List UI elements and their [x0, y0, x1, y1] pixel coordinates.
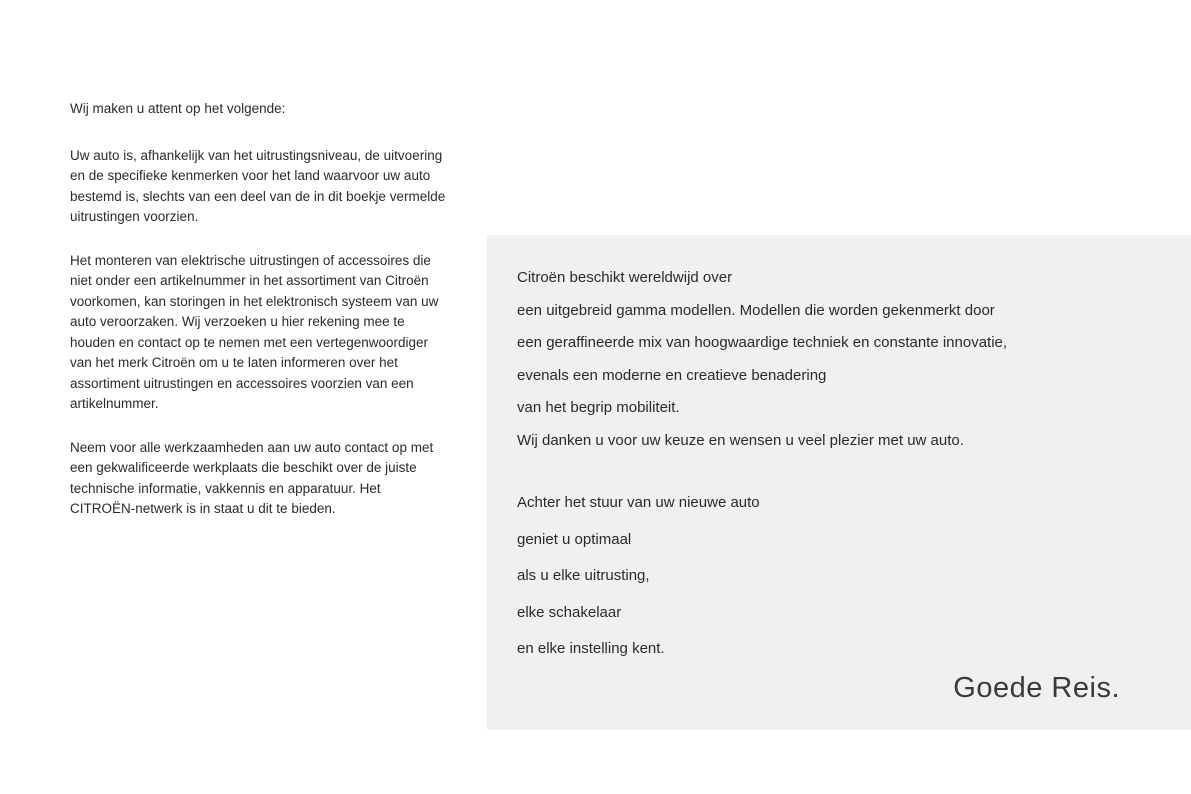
notice-paragraph: Het monteren van elektrische uitrustingen of accessoires die niet onder een artikelnummer in het assortiment van Citroën voorkomen, kan storingen in het elektronisch systeem van uw auto veroorzaken. Wij verzoeken u hier rekening mee te houden en contact op te nemen met een vertegenwoordiger van het merk Citroën om u te laten informeren over het assortiment uitrustingen en accessoires voorzien van een artikelnummer. [70, 252, 439, 411]
welcome-steering-block [517, 485, 1161, 668]
welcome-line: en elke instelling kent. [517, 640, 665, 657]
welcome-line: evenals een moderne en creatieve benadering [517, 366, 827, 384]
welcome-line: geniet u optimaal [517, 530, 632, 548]
goede-reis-heading: Goede Reis. [953, 672, 1120, 704]
left-column [70, 99, 448, 543]
welcome-line: een uitgebreid gamma modellen. Modellen die worden gekenmerkt door [517, 301, 995, 319]
notice-intro: Wij maken u attent op het volgende: [70, 101, 286, 116]
welcome-line: van het begrip mobiliteit. [517, 399, 680, 416]
welcome-panel [487, 235, 1191, 730]
welcome-line: een geraffineerde mix van hoogwaardige techniek en constante innovatie, [517, 334, 1008, 351]
welcome-line: Achter het stuur van uw nieuwe auto [517, 494, 760, 511]
welcome-intro-block [517, 262, 1161, 457]
notice-paragraph: Neem voor alle werkzaamheden aan uw auto contact op met een gekwalificeerde werkplaats die beschikt over de juiste technische informatie, vakkennis en apparatuur. Het CITROËN-netwerk is in staat u dit te bieden. [70, 439, 434, 516]
welcome-line: Wij danken u voor uw keuze en wensen u veel plezier met uw auto. [517, 431, 964, 449]
welcome-line: elke schakelaar [517, 603, 622, 621]
welcome-line: Citroën beschikt wereldwijd over [517, 269, 733, 286]
welcome-line: als u elke uitrusting, [517, 567, 650, 584]
notice-paragraph: Uw auto is, afhankelijk van het uitrustingsniveau, de uitvoering en de specifieke kenmerken voor het land waarvoor uw auto bestemd is, slechts van een deel van de in dit boekje vermelde uitrustingen voorzien. [70, 147, 446, 224]
